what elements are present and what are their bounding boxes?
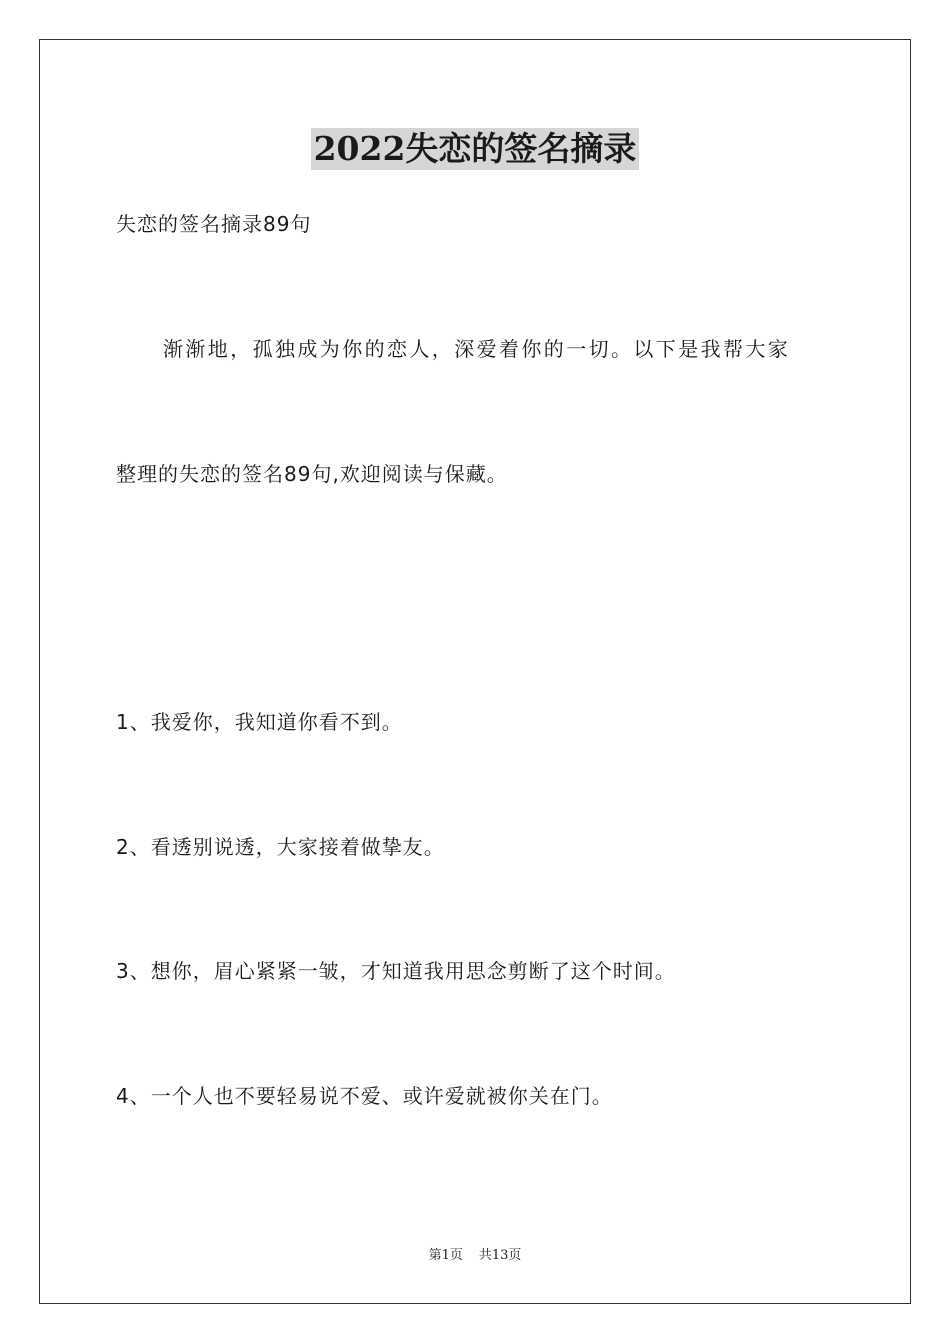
list-item: 3、想你，眉心紧紧一皱，才知道我用思念剪断了这个时间。: [116, 959, 676, 983]
document-title: 2022失恋的签名摘录: [311, 128, 640, 170]
list-item: 1、我爱你，我知道你看不到。: [116, 710, 403, 734]
page-total: 共13页: [478, 1248, 522, 1263]
page-number: 第1页: [428, 1248, 463, 1263]
intro-paragraph-line-1: 渐渐地，孤独成为你的恋人，深爱着你的一切。以下是我帮大家: [163, 337, 791, 361]
page-footer: [0, 1247, 950, 1265]
intro-paragraph-line-2: 整理的失恋的签名89句,欢迎阅读与保藏。: [116, 462, 508, 486]
title-container: [0, 128, 950, 170]
list-item: 4、一个人也不要轻易说不爱、或许爱就被你关在门。: [116, 1084, 613, 1108]
document-subtitle: 失恋的签名摘录89句: [116, 212, 312, 236]
list-item: 2、看透别说透，大家接着做挚友。: [116, 835, 445, 859]
